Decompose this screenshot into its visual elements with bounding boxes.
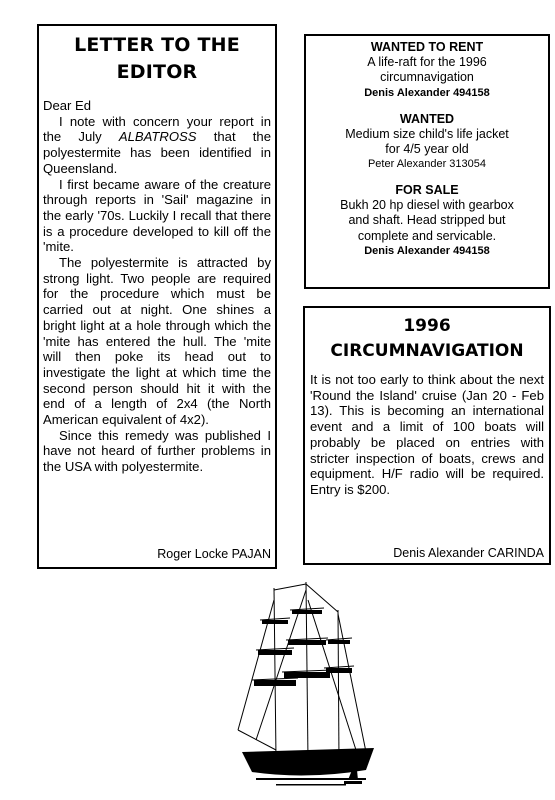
letter-p1-end: that the polyestermite has been identified in Queensland. <box>43 129 271 176</box>
letter-p1-start: I note with concern your report in the July <box>43 113 271 145</box>
ad-wanted <box>310 112 544 172</box>
letter-to-editor <box>37 24 277 569</box>
circ-title-line2: CIRCUMNAVIGATION <box>330 341 524 361</box>
ad-text: complete and servicable. <box>357 228 497 243</box>
ad-text: circumnavigation <box>380 70 474 85</box>
circumnavigation-body: It is not too early to think about the next 'Round the Island' cruise (Jan 20 - Feb 13). This is becoming an international event and a limit of 100 boats will probably be placed on entries with stricter inspection of boats, crews and equipment. H/F radio will be required. Entry is $200. <box>310 372 544 497</box>
letter-title <box>43 32 271 86</box>
ad-heading: WANTED <box>399 111 455 126</box>
letter-greeting: Dear Ed <box>43 98 92 113</box>
classifieds-box <box>304 34 550 289</box>
ad-text: Bukh 20 hp diesel with gearbox <box>340 198 514 213</box>
ad-for-sale <box>310 183 544 258</box>
circumnavigation-signature: Denis Alexander CARINDA <box>393 546 544 560</box>
ad-contact: Denis Alexander 494158 <box>364 86 490 99</box>
ad-heading: FOR SALE <box>395 183 459 198</box>
ad-contact: Peter Alexander 313054 <box>367 158 487 171</box>
ad-heading: WANTED TO RENT <box>370 40 484 54</box>
ad-text: for 4/5 year old <box>385 141 469 156</box>
letter-paragraph-1 <box>43 114 271 177</box>
ad-text: Medium size child's life jacket <box>345 126 509 141</box>
letter-paragraph-4: Since this remedy was published I have not heard of further problems in the USA with polyestermite. <box>43 427 271 475</box>
ad-contact: Denis Alexander 494158 <box>364 245 490 258</box>
letter-paragraph-2: I first became aware of the creature through reports in 'Sail' magazine in the early '70s. Luckily I recall that there is a procedure developed to kill off the 'mite. <box>43 176 271 255</box>
letter-signature: Roger Locke PAJAN <box>157 547 271 561</box>
ad-text: and shaft. Head stripped but <box>348 213 506 228</box>
letter-title-line1: LETTER TO THE <box>74 34 240 56</box>
circumnavigation-title <box>310 314 544 364</box>
circ-title-line1: 1996 <box>403 316 451 336</box>
letter-paragraph-3: The polyestermite is attracted by strong light. Two people are required for the procedure which must be carried out at night. One shines a bright light at a hole through which the 'mite has entered the hull. The 'mite will then poke its head out to investigate the light at which time the second person should hit it with the end of a length of 2x4 (the North American equivalent of 4x2). <box>43 255 271 428</box>
ad-wanted-to-rent <box>310 40 544 100</box>
letter-title-line2: EDITOR <box>116 61 198 83</box>
magazine-name: ALBATROSS <box>118 129 197 145</box>
circumnavigation-box <box>303 306 551 565</box>
tall-ship-icon <box>236 580 386 795</box>
ad-text: A life-raft for the 1996 <box>367 55 487 69</box>
